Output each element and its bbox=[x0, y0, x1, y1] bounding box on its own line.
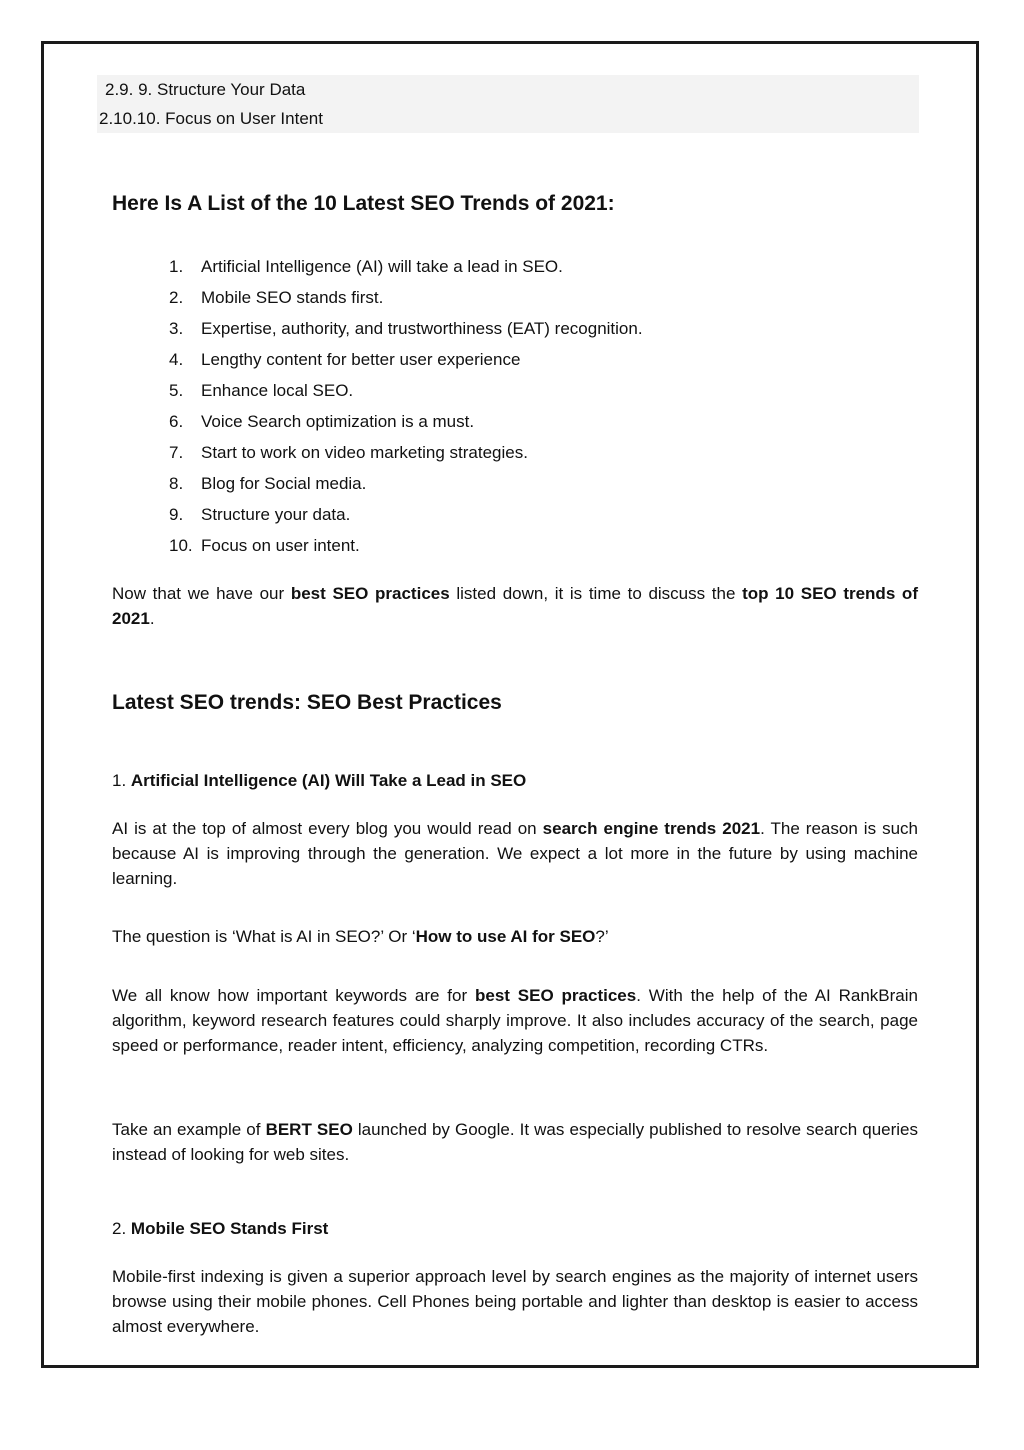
list-item-text: Mobile SEO stands first. bbox=[201, 288, 384, 307]
text-run: listed down, it is time to discuss the bbox=[449, 584, 743, 603]
list-item-text: Lengthy content for better user experience bbox=[201, 350, 521, 369]
text-run: . bbox=[149, 609, 155, 628]
text-run: Take an example of bbox=[112, 1120, 266, 1139]
item-2-heading bbox=[112, 1216, 328, 1241]
list-item-number: 7. bbox=[169, 443, 184, 462]
bold-run: search engine trends 2021 bbox=[542, 819, 761, 838]
list-item bbox=[169, 437, 643, 468]
text-run: ?’ bbox=[595, 927, 609, 946]
item-number: 1. bbox=[112, 771, 131, 790]
list-item-number: 10. bbox=[169, 536, 193, 555]
list-item-text: Focus on user intent. bbox=[201, 536, 360, 555]
list-item-text: Structure your data. bbox=[201, 505, 351, 524]
list-item-text: Blog for Social media. bbox=[201, 474, 367, 493]
toc-item-10[interactable]: 2.10.10. Focus on User Intent bbox=[99, 109, 323, 128]
toc-item-9[interactable]: 2.9. 9. Structure Your Data bbox=[105, 80, 306, 99]
list-item bbox=[169, 344, 643, 375]
text-run: . The reason is such because AI is improving through the generation. We expect a lot more in the future by using machine learning. bbox=[112, 819, 918, 888]
list-item-number: 8. bbox=[169, 474, 184, 493]
list-item bbox=[169, 530, 643, 561]
list-item-number: 5. bbox=[169, 381, 184, 400]
text-run: AI is at the top of almost every blog you would read on bbox=[112, 819, 543, 838]
list-item bbox=[169, 313, 643, 344]
bold-run: BERT SEO bbox=[265, 1120, 353, 1139]
list-item bbox=[169, 251, 643, 282]
list-item bbox=[169, 406, 643, 437]
list-item-text: Expertise, authority, and trustworthiness (EAT) recognition. bbox=[201, 319, 643, 338]
item-1-paragraph-3 bbox=[112, 983, 918, 1058]
list-item bbox=[169, 375, 643, 406]
list-item-text: Start to work on video marketing strategies. bbox=[201, 443, 528, 462]
list-item-number: 4. bbox=[169, 350, 184, 369]
item-1-paragraph-4 bbox=[112, 1117, 918, 1167]
practices-heading: Latest SEO trends: SEO Best Practices bbox=[112, 691, 502, 714]
item-1-paragraph-2 bbox=[112, 924, 918, 949]
bold-run: best SEO practices bbox=[474, 986, 637, 1005]
item-1-heading bbox=[112, 768, 526, 793]
bold-run: How to use AI for SEO bbox=[415, 927, 596, 946]
text-run: The question is ‘What is AI in SEO?’ Or ‘ bbox=[112, 927, 416, 946]
list-item-number: 9. bbox=[169, 505, 184, 524]
text-run: We all know how important keywords are for bbox=[112, 986, 475, 1005]
list-item bbox=[169, 499, 643, 530]
list-item-number: 2. bbox=[169, 288, 184, 307]
list-item-text: Enhance local SEO. bbox=[201, 381, 354, 400]
list-item-number: 1. bbox=[169, 257, 184, 276]
page-frame bbox=[41, 41, 979, 1368]
bold-run: best SEO practices bbox=[290, 584, 450, 603]
item-2-paragraph-1: Mobile-first indexing is given a superior approach level by search engines as the majority of internet users browse using their mobile phones. Cell Phones being portable and lighter than desktop is easier to access almost everywhere. bbox=[112, 1267, 918, 1336]
list-item-number: 3. bbox=[169, 319, 184, 338]
text-run: Now that we have our bbox=[112, 584, 291, 603]
table-of-contents bbox=[97, 75, 919, 133]
list-item bbox=[169, 468, 643, 499]
list-item-number: 6. bbox=[169, 412, 184, 431]
bold-run: top 10 SEO trends of 2021 bbox=[112, 584, 918, 628]
item-number: 2. bbox=[112, 1219, 131, 1238]
trends-list bbox=[169, 251, 643, 561]
item-title: Mobile SEO Stands First bbox=[130, 1219, 329, 1238]
text-run: launched by Google. It was especially published to resolve search queries instead of looking for web sites. bbox=[112, 1120, 919, 1164]
list-item bbox=[169, 282, 643, 313]
list-item-text: Voice Search optimization is a must. bbox=[201, 412, 475, 431]
text-run: . With the help of the AI RankBrain algorithm, keyword research features could sharply improve. It also includes accuracy of the search, page speed or performance, reader intent, efficiency, analyzing competition, recording CTRs. bbox=[112, 986, 918, 1055]
list-outro-paragraph bbox=[112, 581, 918, 631]
item-1-paragraph-1 bbox=[112, 816, 918, 891]
list-heading: Here Is A List of the 10 Latest SEO Trends of 2021: bbox=[112, 192, 615, 215]
list-item-text: Artificial Intelligence (AI) will take a lead in SEO. bbox=[201, 257, 563, 276]
item-title: Artificial Intelligence (AI) Will Take a Lead in SEO bbox=[130, 771, 527, 790]
